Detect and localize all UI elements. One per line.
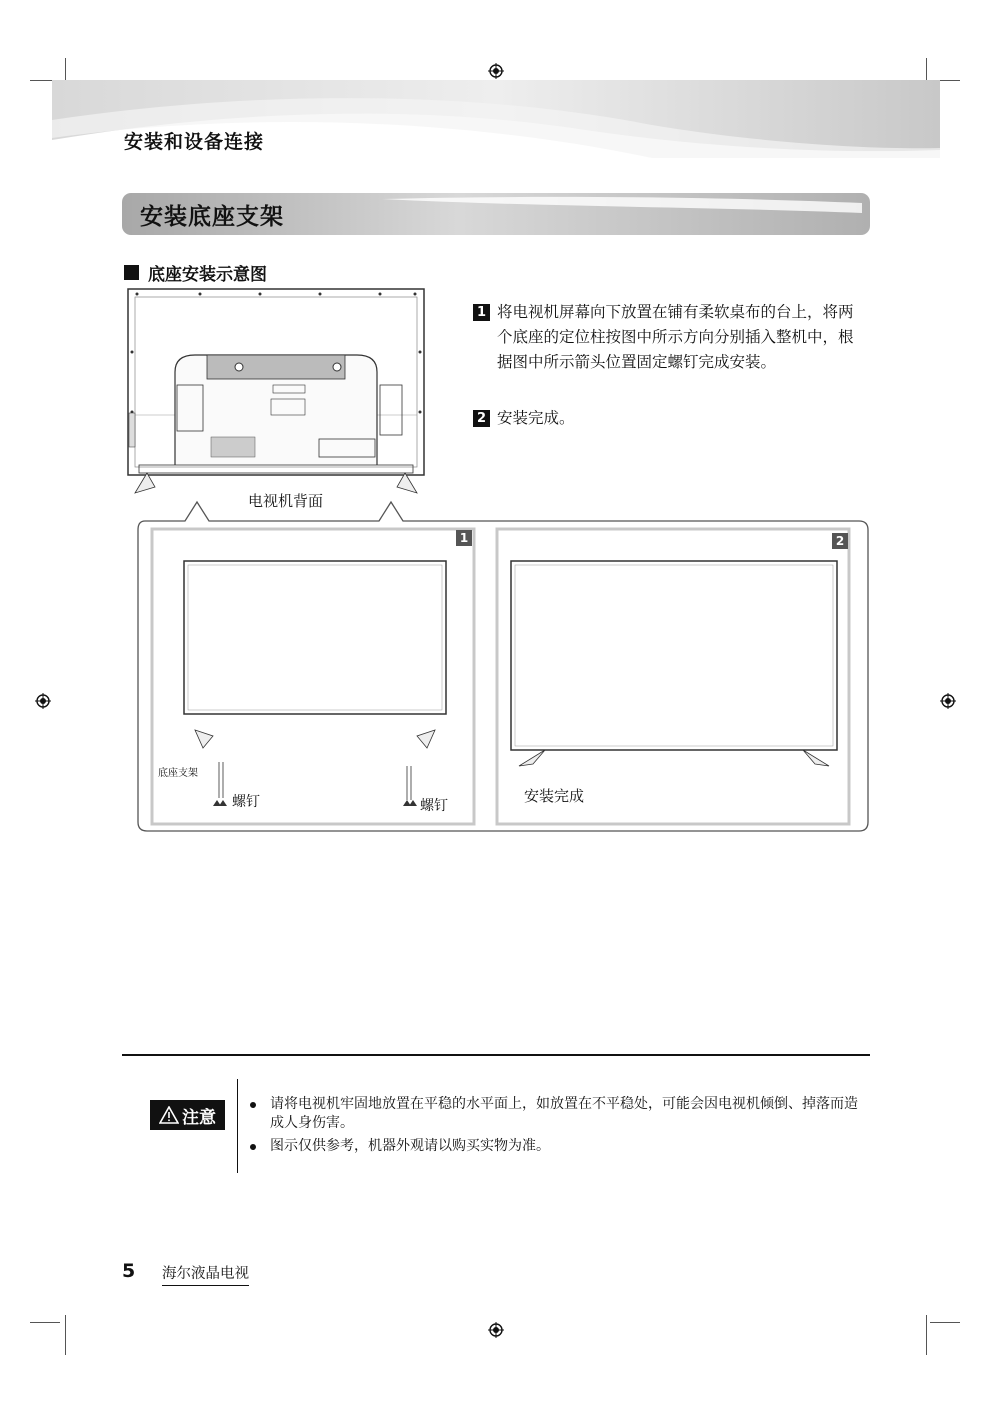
panel-2-number: 2 xyxy=(832,533,848,549)
title-bar-text: 安装底座支架 xyxy=(140,204,284,230)
screw-label-right: 螺钉 xyxy=(420,798,448,814)
step-text: 将电视机屏幕向下放置在铺有柔软桌布的台上，将两个底座的定位柱按图中所示方向分别插入整机中，根据图中所示箭头位置固定螺钉完成安装。 xyxy=(497,303,854,371)
tv-back-diagram xyxy=(125,287,427,497)
panel-1-number: 1 xyxy=(456,530,472,546)
step-2 xyxy=(473,406,873,432)
panel-2-caption: 安装完成 xyxy=(524,787,585,805)
subheading-text: 底座安装示意图 xyxy=(148,265,267,285)
footer-brand: 海尔液晶电视 xyxy=(162,1262,249,1286)
caution-badge xyxy=(150,1100,225,1130)
subheading xyxy=(124,260,267,285)
registration-mark-icon xyxy=(488,1322,504,1338)
screw-label-left: 螺钉 xyxy=(232,794,260,810)
caution-item-text: 请将电视机牢固地放置在平稳的水平面上，如放置在不平稳处，可能会因电视机倾倒、掉落而造成人身伤害。 xyxy=(270,1096,858,1131)
figure-container xyxy=(135,500,873,834)
registration-mark-icon xyxy=(35,693,51,709)
step-text: 安装完成。 xyxy=(497,409,575,427)
bullet-dot-icon xyxy=(250,1102,256,1108)
step-1 xyxy=(473,300,873,400)
registration-mark-icon xyxy=(488,63,504,79)
bullet-dot-icon xyxy=(250,1144,256,1150)
caution-divider xyxy=(237,1079,238,1173)
square-bullet-icon xyxy=(124,265,139,280)
warning-triangle-icon xyxy=(159,1106,179,1124)
registration-mark-icon xyxy=(940,693,956,709)
caution-item-text: 图示仅供参考，机器外观请以购买实物为准。 xyxy=(270,1138,550,1154)
page-number: 5 xyxy=(122,1260,136,1282)
header-section-title: 安装和设备连接 xyxy=(124,131,265,153)
caution-badge-text: 注意 xyxy=(182,1107,216,1128)
stand-label: 底座支架 xyxy=(158,768,198,779)
section-divider xyxy=(122,1054,870,1056)
step-number: 2 xyxy=(473,410,490,427)
step-number: 1 xyxy=(473,304,490,321)
tv-back-caption: 电视机背面 xyxy=(248,492,324,510)
